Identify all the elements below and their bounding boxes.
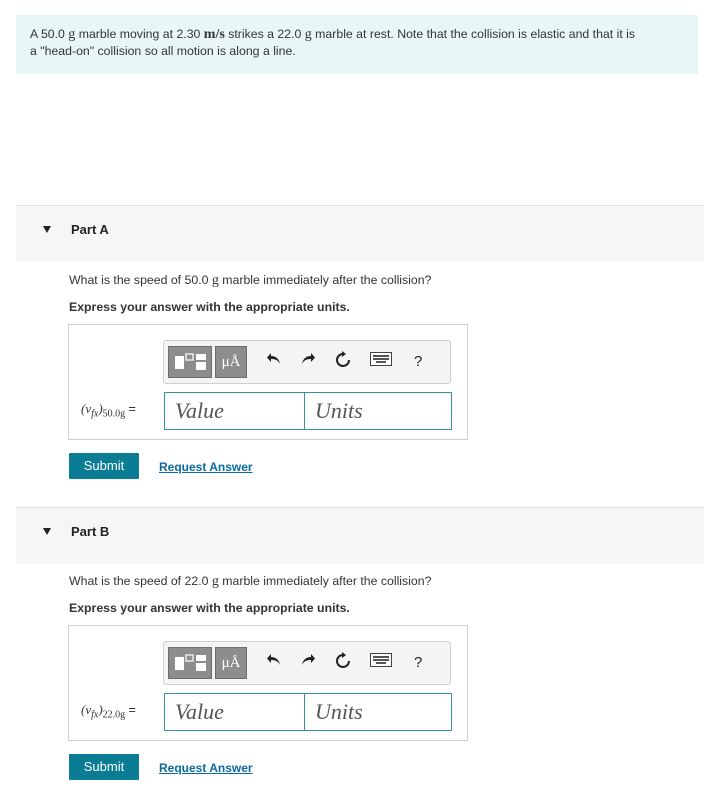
part-a-header[interactable] xyxy=(16,205,704,262)
unit-ms: m/s xyxy=(203,27,225,42)
templates-icon[interactable] xyxy=(168,647,212,679)
reset-icon[interactable] xyxy=(334,351,352,376)
request-answer-link[interactable]: Request Answer xyxy=(159,460,253,474)
value-input[interactable]: Value xyxy=(164,392,305,430)
answer-label: $(v_{fx})_{22.0g}$ = xyxy=(81,702,137,721)
redo-icon[interactable] xyxy=(300,351,316,374)
submit-button[interactable]: Submit xyxy=(69,453,139,479)
problem-text: marble moving at 2.30 xyxy=(75,27,204,41)
part-b-instruction: Express your answer with the appropriate units. xyxy=(69,601,350,615)
submit-button[interactable]: Submit xyxy=(69,754,139,780)
math-toolbar xyxy=(163,641,451,685)
collapse-triangle-icon[interactable] xyxy=(43,226,51,233)
keyboard-icon[interactable] xyxy=(370,351,392,373)
help-icon[interactable]: ? xyxy=(414,353,423,370)
math-toolbar xyxy=(163,340,451,384)
part-b-question: What is the speed of 22.0 g marble immediately after the collision? xyxy=(69,574,432,589)
unit-g: g xyxy=(68,27,76,42)
unit-g: g xyxy=(304,27,312,42)
units-input[interactable]: Units xyxy=(305,392,452,430)
keyboard-icon[interactable] xyxy=(370,652,392,674)
part-a-question: What is the speed of 50.0 g marble immediately after the collision? xyxy=(69,273,432,288)
answer-label: $(v_{fx})_{50.0g}$ = xyxy=(81,401,137,420)
undo-icon[interactable] xyxy=(266,652,282,675)
problem-text: A 50.0 xyxy=(30,27,69,41)
collapse-triangle-icon[interactable] xyxy=(43,528,51,535)
units-icon[interactable]: μÅ xyxy=(215,346,247,378)
redo-icon[interactable] xyxy=(300,652,316,675)
part-b-header[interactable] xyxy=(16,507,704,564)
units-input[interactable]: Units xyxy=(305,693,452,731)
units-icon[interactable]: μÅ xyxy=(215,647,247,679)
undo-icon[interactable] xyxy=(266,351,282,374)
part-a-title: Part A xyxy=(71,222,109,237)
problem-statement xyxy=(16,15,698,74)
value-input[interactable]: Value xyxy=(164,693,305,731)
problem-text-line2: a "head-on" collision so all motion is along a line. xyxy=(30,44,296,58)
request-answer-link[interactable]: Request Answer xyxy=(159,761,253,775)
part-a-instruction: Express your answer with the appropriate units. xyxy=(69,300,350,314)
problem-text: strikes a 22.0 xyxy=(224,27,305,41)
part-b-title: Part B xyxy=(71,524,110,539)
part-b-answer-box xyxy=(68,625,468,741)
reset-icon[interactable] xyxy=(334,652,352,677)
problem-text: marble at rest. Note that the collision is elastic and that it is xyxy=(311,27,636,41)
templates-icon[interactable] xyxy=(168,346,212,378)
help-icon[interactable]: ? xyxy=(414,654,423,671)
part-a-answer-box xyxy=(68,324,468,440)
